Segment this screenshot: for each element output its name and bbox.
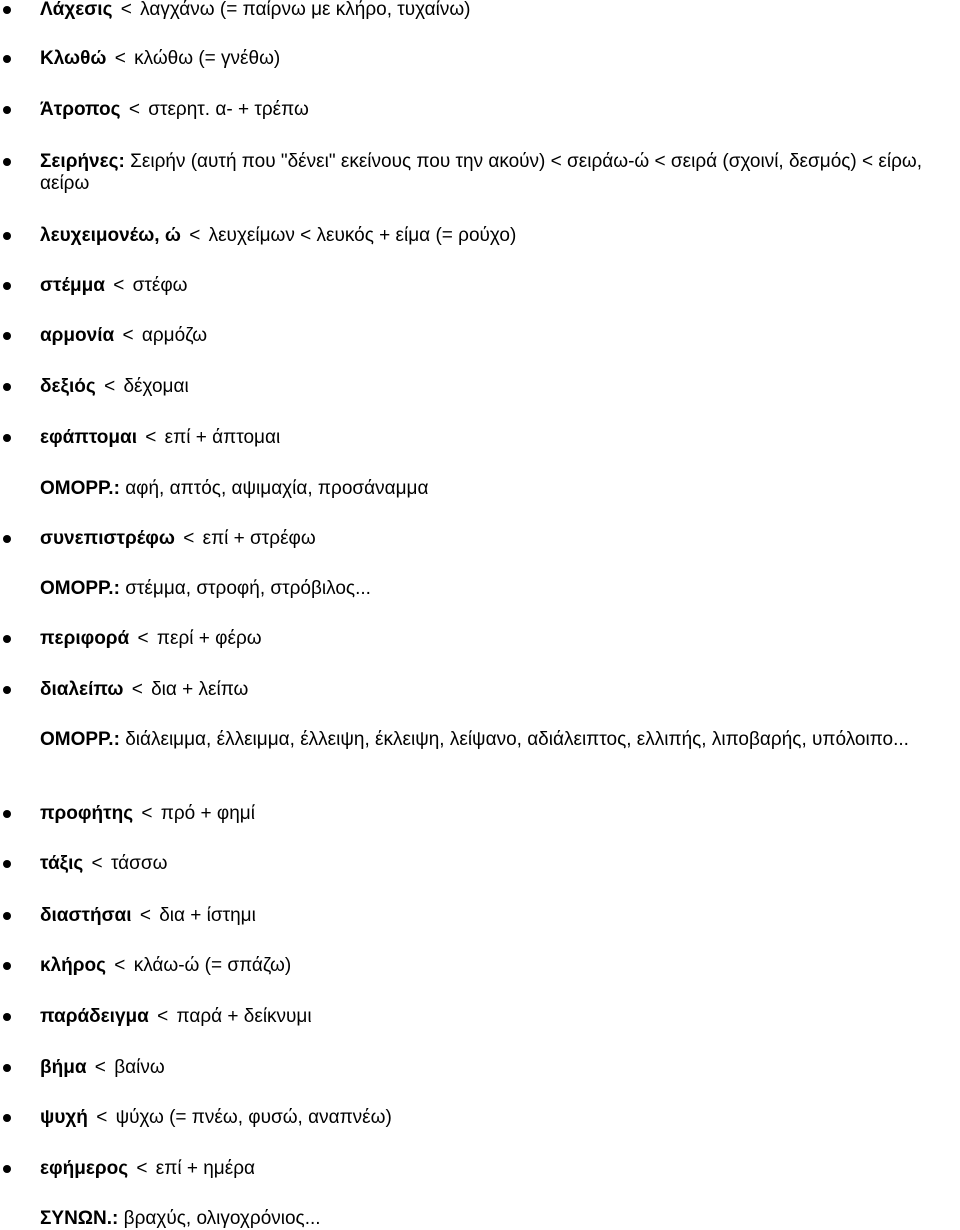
entry-term: Κλωθώ [40,48,107,69]
bullet-icon [3,860,11,868]
note-line [40,478,956,500]
entry-term: εφήμερος [40,1158,129,1179]
entry-definition: πρό + φημί [160,803,255,824]
entry-term: διαλείπω [40,679,124,700]
entry-definition: δια + ίστημι [159,905,256,926]
entry-term: τάξις [40,853,84,874]
bullet-icon [3,912,11,920]
entry-term: ψυχή [40,1107,88,1128]
entry-term: Λάχεσις [40,0,113,20]
bullet-icon [3,106,11,114]
entry-definition: παρά + δείκνυμι [176,1006,312,1027]
list-item [40,1006,956,1028]
entry-term: αρμονία [40,325,115,346]
list-item [40,955,956,977]
entry-definition: κλώθω (= γνέθω) [134,48,281,69]
entry-definition: στερητ. α- + τρέπω [148,99,309,120]
entry-definition: ψύχω (= πνέω, φυσώ, αναπνέω) [115,1107,392,1128]
bullet-icon [3,810,11,818]
list-item [40,225,956,247]
note-text: διάλειμμα, έλλειμμα, έλλειψη, έκλειψη, λείψανο, αδιάλειπτος, ελλιπής, λιποβαρής, υπόλοιπο... [125,729,909,750]
entry-separator: < [183,528,195,549]
note-label: ΟΜΟΡΡ.: [40,729,120,750]
entry-definition: λευχείμων < λευκός + είμα (= ρούχο) [208,225,517,246]
list-item [40,1158,956,1180]
entry-definition: Σειρήν (αυτή που "δένει" εκείνους που την ακούν) < σειράω-ώ < σειρά (σχοινί, δεσμός) < είρω, αείρω [40,151,923,194]
bullet-icon [3,383,11,391]
list-item [40,905,956,927]
entry-separator: < [141,803,153,824]
entry-term: λευχειμονέω, ώ [40,225,181,246]
list-item [40,376,956,398]
list-item [40,679,956,701]
list-item [40,325,956,347]
bullet-icon [3,1114,11,1122]
list-item [40,628,956,650]
entry-separator: < [189,225,201,246]
bullet-icon [3,55,11,63]
entry-separator: < [91,853,103,874]
entry-definition: επί + άπτομαι [164,427,281,448]
entry-term: παράδειγμα [40,1006,149,1027]
bullet-icon [3,635,11,643]
entry-separator: < [122,325,134,346]
entry-separator: < [128,99,140,120]
note-text: βραχύς, ολιγοχρόνιος... [123,1208,321,1229]
entry-definition: λαγχάνω (= παίρνω με κλήρο, τυχαίνω) [140,0,471,20]
list-item [40,0,956,21]
entry-definition: δια + λείπω [151,679,249,700]
entry-definition: στέφω [132,275,188,296]
list-item [40,99,956,121]
entry-term: περιφορά [40,628,130,649]
list-item [40,427,956,449]
entry-separator: < [137,628,149,649]
bullet-icon [3,158,11,166]
entry-separator: < [120,0,132,20]
note-label: ΟΜΟΡΡ.: [40,578,120,599]
entry-definition: κλάω-ώ (= σπάζω) [133,955,292,976]
bullet-icon [3,282,11,290]
entry-separator: < [139,905,151,926]
entry-definition: περί + φέρω [156,628,262,649]
entry-separator: < [113,275,125,296]
entry-separator: < [136,1158,148,1179]
entry-term: εφάπτομαι [40,427,137,448]
list-item [40,275,956,297]
note-label: ΣΥΝΩΝ.: [40,1208,119,1229]
bullet-icon [3,6,11,14]
entry-term: προφήτης [40,803,134,824]
list-item [40,48,956,70]
entry-definition: βαίνω [114,1057,165,1078]
entry-term: δεξιός [40,376,96,397]
note-line [40,1208,956,1230]
bullet-icon [3,535,11,543]
entry-term: στέμμα [40,275,105,296]
entry-separator: < [131,679,143,700]
entry-term: Άτροπος [40,99,121,120]
entry-separator: < [114,48,126,69]
entry-term: συνεπιστρέφω [40,528,175,549]
entry-separator: < [94,1057,106,1078]
note-text: στέμμα, στροφή, στρόβιλος... [125,578,371,599]
entry-separator: < [114,955,126,976]
bullet-icon [3,434,11,442]
entry-term: διαστήσαι [40,905,132,926]
bullet-icon [3,962,11,970]
bullet-icon [3,1165,11,1173]
bullet-icon [3,232,11,240]
list-item [40,853,956,875]
entry-term: βήμα [40,1057,87,1078]
entry-separator: < [96,1107,108,1128]
bullet-icon [3,1013,11,1021]
entry-definition: επί + ημέρα [155,1158,256,1179]
list-item [40,1107,956,1129]
note-line [40,729,956,751]
entry-term: Σειρήνες: [40,151,125,172]
entry-definition: δέχομαι [123,376,189,397]
note-text: αφή, απτός, αψιμαχία, προσάναμμα [125,478,429,499]
list-item [40,151,956,195]
entry-definition: αρμόζω [141,325,208,346]
entry-separator: < [104,376,116,397]
note-line [40,578,956,600]
entry-separator: < [145,427,157,448]
note-label: ΟΜΟΡΡ.: [40,478,120,499]
entry-definition: τάσσω [110,853,168,874]
bullet-icon [3,686,11,694]
entry-separator: < [157,1006,169,1027]
entry-term: κλήρος [40,955,107,976]
bullet-icon [3,332,11,340]
bullet-icon [3,1064,11,1072]
list-item [40,528,956,550]
list-item [40,803,956,825]
list-item [40,1057,956,1079]
entry-definition: επί + στρέφω [202,528,316,549]
